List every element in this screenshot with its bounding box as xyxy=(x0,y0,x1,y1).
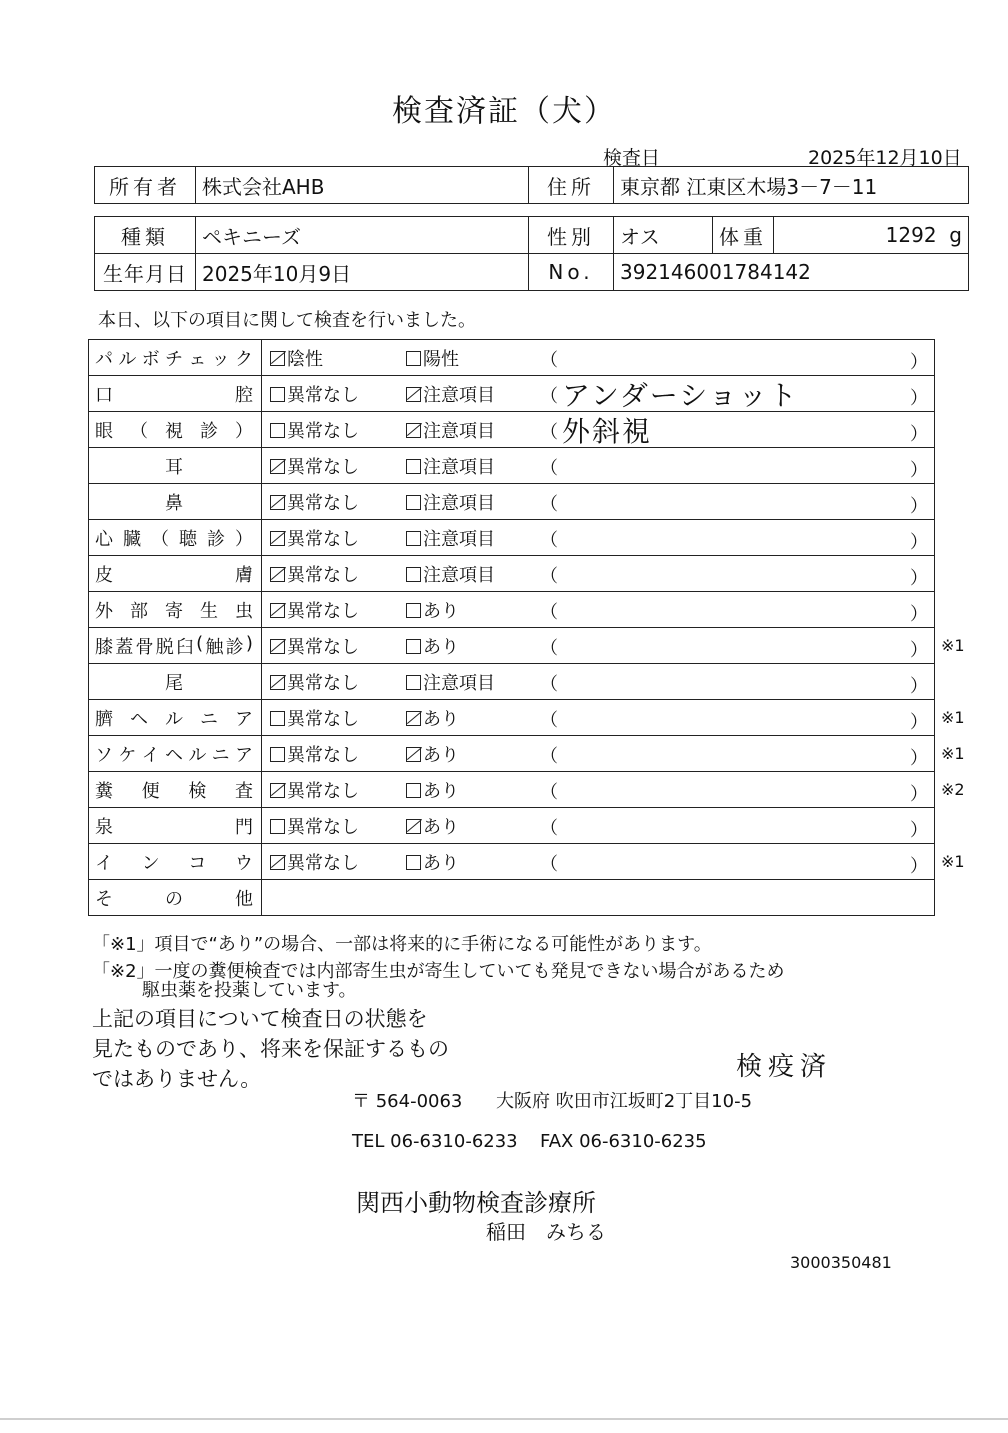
footnote-mark: ※1 xyxy=(941,636,965,655)
paren-open: （ xyxy=(540,350,558,371)
checkbox-icon[interactable] xyxy=(270,531,285,546)
check-item-label xyxy=(89,628,262,664)
birth-label: 生年月日 xyxy=(95,254,196,291)
check-label: 膝 蓋 骨 脱 臼 ( 触 診 ) xyxy=(95,632,253,658)
check-item-label xyxy=(89,556,262,592)
check-option-1[interactable] xyxy=(262,484,407,520)
checkbox-icon[interactable] xyxy=(406,423,421,438)
paren-open: （ xyxy=(540,674,558,695)
check-row xyxy=(89,556,982,592)
check-option-1[interactable] xyxy=(262,448,407,484)
checkbox-icon[interactable] xyxy=(270,495,285,510)
check-option-2[interactable] xyxy=(406,484,536,520)
check-note xyxy=(536,592,935,628)
footnote-mark xyxy=(935,340,982,376)
check-option-2[interactable] xyxy=(406,376,536,412)
option-1-label: 異常なし xyxy=(287,780,359,802)
clinic-tel: TEL 06-6310-6233 xyxy=(352,1131,518,1152)
check-item-label xyxy=(89,412,262,448)
handwritten-note: アンダーショット xyxy=(562,379,799,412)
check-note xyxy=(536,340,935,376)
check-row xyxy=(89,628,982,664)
weight-value: 1292 xyxy=(885,223,937,247)
check-option-2[interactable] xyxy=(406,844,536,880)
check-option-1[interactable] xyxy=(262,844,407,880)
sex-value: オス xyxy=(614,217,713,254)
option-1-label: 異常なし xyxy=(287,852,359,874)
option-1-label: 異常なし xyxy=(287,420,359,442)
paren-close: ） xyxy=(910,748,928,769)
footnote-mark: ※1 xyxy=(941,708,965,727)
paren-close: ） xyxy=(910,568,928,589)
paren-open: （ xyxy=(540,458,558,479)
option-1-label: 異常なし xyxy=(287,384,359,406)
check-note xyxy=(536,844,935,880)
footnote-mark: ※1 xyxy=(941,744,965,763)
paren-close: ） xyxy=(910,604,928,625)
checkbox-icon[interactable] xyxy=(270,747,285,762)
check-item-label xyxy=(89,448,262,484)
checkbox-icon[interactable] xyxy=(270,351,285,366)
footnote-mark xyxy=(935,376,982,412)
disclaimer xyxy=(92,1004,449,1094)
paren-open: （ xyxy=(540,530,558,551)
check-option-2[interactable] xyxy=(406,628,536,664)
checkbox-icon[interactable] xyxy=(270,783,285,798)
check-option-1[interactable] xyxy=(262,808,407,844)
paren-close: ） xyxy=(910,640,928,661)
checks-table xyxy=(88,339,982,916)
paren-close: ） xyxy=(910,820,928,841)
person-name: 稲田 みちる xyxy=(486,1220,606,1244)
check-item-label xyxy=(89,664,262,700)
animal-table xyxy=(94,216,969,291)
checkbox-icon[interactable] xyxy=(270,819,285,834)
checkbox-icon[interactable] xyxy=(406,459,421,474)
check-label: 心 臓 （ 聴 診 ） xyxy=(95,528,253,550)
footnote-mark xyxy=(935,520,982,556)
option-2-label: 陽性 xyxy=(423,348,459,370)
disclaimer-line-2: 見たものであり、将来を保証するもの xyxy=(92,1037,449,1061)
inspection-date-label: 検査日 xyxy=(603,147,661,169)
check-note xyxy=(536,772,935,808)
checkbox-icon[interactable] xyxy=(406,783,421,798)
check-row xyxy=(89,664,982,700)
weight-unit: g xyxy=(949,223,962,247)
disclaimer-line-1: 上記の項目について検査日の状態を xyxy=(92,1007,428,1031)
option-2-label: 注意項目 xyxy=(423,384,495,406)
check-row xyxy=(89,412,982,448)
check-item-label xyxy=(89,376,262,412)
breed-label: 種類 xyxy=(95,217,196,254)
checkbox-icon[interactable] xyxy=(406,747,421,762)
checkbox-icon[interactable] xyxy=(406,819,421,834)
check-option-2[interactable] xyxy=(406,412,536,448)
check-option-2[interactable] xyxy=(406,736,536,772)
footnote-mark: ※2 xyxy=(941,780,965,799)
postal-code: 〒 564-0063 xyxy=(352,1091,463,1112)
check-option-2[interactable] xyxy=(406,772,536,808)
check-option-1[interactable] xyxy=(262,376,407,412)
checkbox-icon[interactable] xyxy=(406,567,421,582)
check-row xyxy=(89,700,982,736)
check-option-2[interactable] xyxy=(406,520,536,556)
checkbox-icon[interactable] xyxy=(270,387,285,402)
checkbox-icon[interactable] xyxy=(270,711,285,726)
handwritten-note: 外斜視 xyxy=(562,415,653,448)
check-item-label xyxy=(89,520,262,556)
option-1-label: 異常なし xyxy=(287,564,359,586)
paren-open: （ xyxy=(540,854,558,875)
check-label: 臍 ヘ ル ニ ア xyxy=(95,708,253,730)
option-2-label: 注意項目 xyxy=(423,564,495,586)
checkbox-icon[interactable] xyxy=(406,351,421,366)
footnote-mark: ※1 xyxy=(941,852,965,871)
paren-open: （ xyxy=(540,494,558,515)
other-label: そ の 他 xyxy=(89,880,262,916)
option-2-label: 注意項目 xyxy=(423,420,495,442)
check-label: 口 腔 xyxy=(95,384,253,406)
check-label: 皮 膚 xyxy=(95,564,253,586)
clinic-name: 関西小動物検査診療所 xyxy=(356,1189,596,1217)
footnote-mark xyxy=(935,448,982,484)
paren-close: ） xyxy=(910,388,928,409)
checkbox-icon[interactable] xyxy=(270,423,285,438)
option-2-label: あり xyxy=(423,600,459,622)
sex-label: 性別 xyxy=(529,217,614,254)
check-label: 泉 門 xyxy=(95,816,253,838)
breed-value: ペキニーズ xyxy=(196,217,529,254)
quarantine-stamp: 検疫済 xyxy=(736,1052,833,1082)
option-1-label: 異常なし xyxy=(287,528,359,550)
check-option-2[interactable] xyxy=(406,664,536,700)
paren-close: ） xyxy=(910,784,928,805)
intro-text: 本日、以下の項目に関して検査を行いました。 xyxy=(98,310,476,331)
address-value: 東京都 江東区木場3－7－11 xyxy=(614,167,969,204)
option-1-label: 異常なし xyxy=(287,744,359,766)
check-note xyxy=(536,412,935,448)
option-1-label: 異常なし xyxy=(287,672,359,694)
check-note xyxy=(536,736,935,772)
serial-number: 3000350481 xyxy=(790,1253,892,1272)
option-2-label: 注意項目 xyxy=(423,672,495,694)
owner-label: 所有者 xyxy=(95,167,196,204)
check-item-label xyxy=(89,700,262,736)
option-2-label: 注意項目 xyxy=(423,492,495,514)
check-option-1[interactable] xyxy=(262,592,407,628)
check-note xyxy=(536,556,935,592)
paren-close: ） xyxy=(910,424,928,445)
check-note xyxy=(536,448,935,484)
paren-open: （ xyxy=(540,638,558,659)
check-note xyxy=(536,520,935,556)
paren-open: （ xyxy=(540,566,558,587)
scan-edge-rule xyxy=(0,1418,1008,1420)
check-item-label xyxy=(89,808,262,844)
check-option-2[interactable] xyxy=(406,340,536,376)
paren-open: （ xyxy=(540,818,558,839)
checkbox-icon[interactable] xyxy=(270,603,285,618)
checkbox-icon[interactable] xyxy=(406,855,421,870)
footnote-mark xyxy=(935,556,982,592)
option-1-label: 異常なし xyxy=(287,492,359,514)
disclaimer-line-3: ではありません。 xyxy=(92,1067,262,1091)
paren-open: （ xyxy=(540,386,558,407)
check-label: 眼 （ 視 診 ） xyxy=(95,420,253,442)
option-2-label: 注意項目 xyxy=(423,528,495,550)
check-label: 外 部 寄 生 虫 xyxy=(95,600,253,622)
check-row xyxy=(89,376,982,412)
document-title: 検査済証（犬） xyxy=(392,94,616,129)
footnote-mark xyxy=(935,592,982,628)
check-label: ソ ケ イ ヘ ル ニ ア xyxy=(95,744,253,766)
check-label: パ ル ボ チ ェ ッ ク xyxy=(95,348,253,370)
clinic-address: 大阪府 吹田市江坂町2丁目10-5 xyxy=(496,1091,753,1112)
checkbox-icon[interactable] xyxy=(270,639,285,654)
check-option-1[interactable] xyxy=(262,772,407,808)
owner-value: 株式会社AHB xyxy=(196,167,529,204)
weight-label: 体重 xyxy=(713,217,774,254)
other-value xyxy=(262,880,935,916)
address-label: 住所 xyxy=(529,167,614,204)
check-label-char: 尾 xyxy=(165,672,183,694)
option-1-label: 異常なし xyxy=(287,816,359,838)
check-label: イ ン コ ウ xyxy=(95,852,253,874)
check-option-1[interactable] xyxy=(262,556,407,592)
check-row xyxy=(89,808,982,844)
check-row xyxy=(89,520,982,556)
paren-open: （ xyxy=(540,710,558,731)
check-note xyxy=(536,628,935,664)
check-row xyxy=(89,340,982,376)
check-option-1[interactable] xyxy=(262,700,407,736)
checkbox-icon[interactable] xyxy=(406,675,421,690)
check-row xyxy=(89,736,982,772)
weight-cell xyxy=(774,217,969,254)
checkbox-icon[interactable] xyxy=(406,387,421,402)
check-option-1[interactable] xyxy=(262,736,407,772)
check-item-label xyxy=(89,592,262,628)
check-row xyxy=(89,844,982,880)
checkbox-icon[interactable] xyxy=(270,567,285,582)
clinic-fax: FAX 06-6310-6235 xyxy=(540,1131,707,1152)
inspection-date-value: 2025年12月10日 xyxy=(808,147,962,169)
checkbox-icon[interactable] xyxy=(270,855,285,870)
check-label: 糞 便 検 査 xyxy=(95,780,253,802)
check-item-label xyxy=(89,340,262,376)
check-option-1[interactable] xyxy=(262,664,407,700)
paren-close: ） xyxy=(910,856,928,877)
check-item-label xyxy=(89,844,262,880)
check-option-2[interactable] xyxy=(406,808,536,844)
footnote-2-line2: 駆虫薬を投薬しています。 xyxy=(142,980,357,1001)
check-option-2[interactable] xyxy=(406,556,536,592)
check-row xyxy=(89,484,982,520)
check-item-label xyxy=(89,772,262,808)
option-2-label: あり xyxy=(423,708,459,730)
option-2-label: あり xyxy=(423,816,459,838)
no-label: No. xyxy=(529,254,614,291)
option-1-label: 異常なし xyxy=(287,708,359,730)
check-option-2[interactable] xyxy=(406,592,536,628)
check-note xyxy=(536,664,935,700)
checkbox-icon[interactable] xyxy=(270,675,285,690)
check-option-1[interactable] xyxy=(262,628,407,664)
check-note xyxy=(536,484,935,520)
footnote-1: 「※1」項目で“あり”の場合、一部は将来的に手術になる可能性があります。 xyxy=(92,934,712,955)
option-1-label: 異常なし xyxy=(287,456,359,478)
option-2-label: あり xyxy=(423,852,459,874)
check-option-1[interactable] xyxy=(262,520,407,556)
check-note xyxy=(536,808,935,844)
checkbox-icon[interactable] xyxy=(406,531,421,546)
check-row xyxy=(89,772,982,808)
check-row-other xyxy=(89,880,982,916)
paren-open: （ xyxy=(540,602,558,623)
check-label-char: 耳 xyxy=(165,456,183,478)
check-option-1[interactable] xyxy=(262,340,407,376)
option-2-label: あり xyxy=(423,744,459,766)
paren-close: ） xyxy=(910,712,928,733)
option-2-label: 注意項目 xyxy=(423,456,495,478)
birth-value: 2025年10月9日 xyxy=(196,254,529,291)
footnote-mark xyxy=(935,808,982,844)
check-label-char: 鼻 xyxy=(165,492,183,514)
option-1-label: 異常なし xyxy=(287,600,359,622)
no-value: 392146001784142 xyxy=(614,254,969,291)
check-option-2[interactable] xyxy=(406,700,536,736)
paren-open: （ xyxy=(540,782,558,803)
checkbox-icon[interactable] xyxy=(270,459,285,474)
owner-table xyxy=(94,166,969,204)
check-option-2[interactable] xyxy=(406,448,536,484)
option-2-label: あり xyxy=(423,780,459,802)
paren-close: ） xyxy=(910,676,928,697)
paren-close: ） xyxy=(910,532,928,553)
paren-open: （ xyxy=(540,422,558,443)
checkbox-icon[interactable] xyxy=(406,711,421,726)
check-option-1[interactable] xyxy=(262,412,407,448)
checkbox-icon[interactable] xyxy=(406,603,421,618)
paren-close: ） xyxy=(910,496,928,517)
check-item-label xyxy=(89,484,262,520)
paren-close: ） xyxy=(910,352,928,373)
paren-close: ） xyxy=(910,460,928,481)
check-note xyxy=(536,376,935,412)
check-note xyxy=(536,700,935,736)
paren-open: （ xyxy=(540,746,558,767)
checkbox-icon[interactable] xyxy=(406,495,421,510)
footnote-mark xyxy=(935,412,982,448)
check-row xyxy=(89,592,982,628)
footnote-2-line1: 「※2」一度の糞便検査では内部寄生虫が寄生していても発見できない場合があるため xyxy=(92,961,785,982)
check-row xyxy=(89,448,982,484)
footnote-mark xyxy=(935,664,982,700)
footnote-mark xyxy=(935,484,982,520)
option-2-label: あり xyxy=(423,636,459,658)
option-1-label: 陰性 xyxy=(287,348,323,370)
check-item-label xyxy=(89,736,262,772)
option-1-label: 異常なし xyxy=(287,636,359,658)
checkbox-icon[interactable] xyxy=(406,639,421,654)
